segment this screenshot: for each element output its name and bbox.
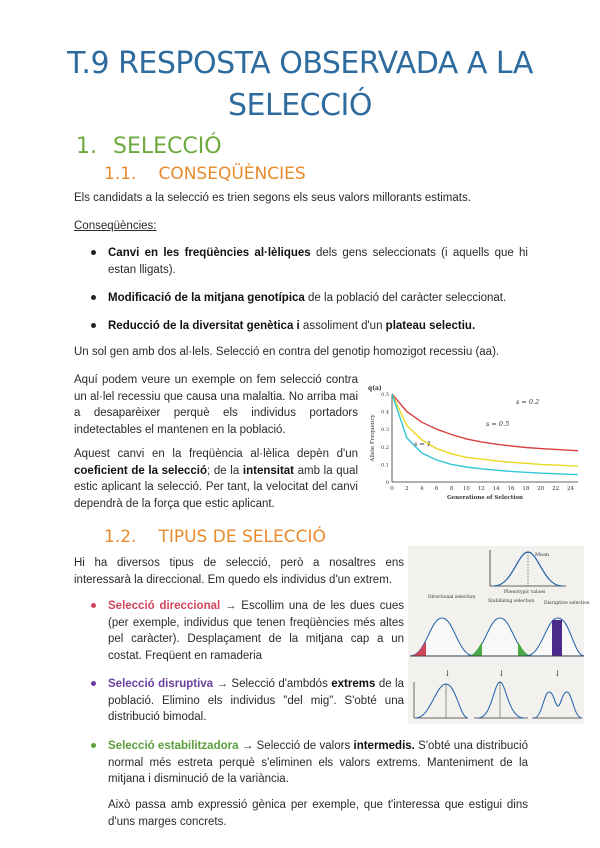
result-disruptive xyxy=(532,692,582,718)
bullet-dot-icon xyxy=(91,295,96,300)
intro-paragraph: Els candidats a la selecció es trien segons els seus valors millorants estimats. xyxy=(74,192,471,204)
text-run: ; de la xyxy=(207,464,243,477)
arrow-down-icon: ↓ xyxy=(444,669,451,678)
mean-label: Mean xyxy=(535,552,550,558)
x-tick-label: 2 xyxy=(405,486,409,492)
arrow-down-icon: ↓ xyxy=(554,669,561,678)
y-tick-label: 0 xyxy=(385,480,389,486)
x-tick-label: 24 xyxy=(567,486,575,492)
x-tick-label: 14 xyxy=(492,486,500,492)
section-heading xyxy=(76,134,222,159)
base-distribution xyxy=(490,550,566,595)
subsection-heading-2 xyxy=(104,527,326,547)
type-text-2: de la població. Elimino els individus "del mig". S'obté una distribució bimodal. xyxy=(108,678,404,723)
type-text-2: S'obté una distribució normal més estreta perquè s'eliminen els valors extrems. Manteniment de la mitjana i disminució de la variància. xyxy=(108,740,528,785)
x-tick-label: 18 xyxy=(522,486,530,492)
bullet-text: de la població del caràcter seleccionat. xyxy=(304,292,507,304)
x-tick-label: 12 xyxy=(477,486,485,492)
x-tick-label: 22 xyxy=(552,486,560,492)
bullet-item xyxy=(108,318,528,335)
arrow-down-icon: ↓ xyxy=(498,669,505,678)
y-tick-label: 0.3 xyxy=(381,427,389,434)
final-paragraph: Això passa amb expressió gènica per exemple, que t'interessa que estigui dins d'uns marges concrets. xyxy=(108,799,528,828)
bullet-dot-icon xyxy=(91,323,96,328)
selection-types-figure xyxy=(408,546,590,724)
x-tick-label: 0 xyxy=(390,486,394,492)
type-item-stabilizing xyxy=(108,738,528,788)
x-tick-label: 10 xyxy=(462,486,470,492)
bullet-item xyxy=(108,245,528,278)
type-bold: extrems xyxy=(331,678,376,690)
page-title: T.9 RESPOSTA OBSERVADA A LA xyxy=(67,46,533,81)
bullet-dot-icon xyxy=(91,603,96,608)
series-line-2 xyxy=(392,394,578,466)
label-stabilizing: Stabilizing selection xyxy=(488,599,535,604)
type-bold: intermedis. xyxy=(353,740,415,752)
bullet-item xyxy=(108,290,528,307)
label-disruptive: Disruptive selection xyxy=(544,601,590,606)
y-axis-label: Allele Frequency xyxy=(370,414,376,462)
bold-run: intensitat xyxy=(242,464,295,477)
selection-panel-directional xyxy=(410,618,474,656)
example-paragraph: Aquí podem veure un exemple on fem selecció contra un al·lel recessiu que causa una malaltia. No arriba mai a desaparèixer perquè els individus portadors indetectables el mantenen en la població. xyxy=(74,374,358,436)
bullet-dot-icon xyxy=(91,681,96,686)
bullet-bold: Reducció de la diversitat genètica i xyxy=(108,320,300,332)
subsection-heading-1 xyxy=(104,164,306,184)
bullet-bold-2: plateau selectiu. xyxy=(385,320,476,332)
x-tick-label: 20 xyxy=(537,486,545,492)
section-number: 1. xyxy=(76,134,97,159)
series-line-3 xyxy=(392,394,578,475)
phenotypic-axis-label: Phenotypic values xyxy=(504,590,546,595)
subsection-title: CONSEQÜÈNCIES xyxy=(158,164,306,184)
x-tick-label: 4 xyxy=(420,486,424,492)
bullet-dot-icon xyxy=(91,250,96,255)
text-run: amb la qual estic aplicant la selecció. Per tant, la velocitat del canvi dependrà de la força que estic aplicant. xyxy=(74,464,359,510)
x-tick-label: 6 xyxy=(434,486,439,492)
series-label: s = 1 xyxy=(414,440,432,448)
y-tick-label: 0.2 xyxy=(381,444,389,451)
type-name: Selecció estabilitzadora xyxy=(108,740,239,752)
bullet-bold: Canvi en les freqüències al·lèliques xyxy=(108,247,311,259)
text-run: Aquest canvi en la freqüència al·lèlica depèn d'un xyxy=(74,448,358,460)
selection-panel-disruptive xyxy=(526,618,584,656)
section-title: SELECCIÓ xyxy=(113,134,222,159)
y-tick-label: 0.5 xyxy=(381,392,389,398)
type-name: Selecció disruptiva xyxy=(108,678,214,690)
types-intro-paragraph: Hi ha diversos tipus de selecció, però a nosaltres ens interessarà la direccional. Em quedo els individus d'un extrem. xyxy=(74,557,404,586)
series-label: s = 0.5 xyxy=(486,420,510,428)
bullet-text: dels gens seleccionats (i aquells que hi estan lligats). xyxy=(108,247,528,276)
label-directional: Directional selection xyxy=(428,595,476,600)
type-name: Selecció direccional xyxy=(108,600,221,612)
y-tick-label: 0.1 xyxy=(381,462,389,469)
result-stabilizing xyxy=(474,682,528,718)
allele-frequency-chart xyxy=(366,380,586,508)
type-text: → Selecció de valors xyxy=(238,740,354,752)
consequences-label: Conseqüències: xyxy=(74,220,157,232)
x-tick-label: 16 xyxy=(507,486,515,492)
bullet-text: assoliment d'un xyxy=(299,320,386,332)
x-axis-label: Generations of Selection xyxy=(446,495,524,501)
subsection-title: TIPUS DE SELECCIÓ xyxy=(158,527,326,547)
subsection-number: 1.2. xyxy=(104,527,137,547)
type-text: → Selecció d'ambdós xyxy=(213,678,332,690)
type-text: → Escollim una de les dues cues (per exemple, individus que tenen freqüències més altes pel caràcter). Desplaçament de la mitjana cap a un costat. Freqüent en ramaderia xyxy=(108,600,404,662)
page-title-line2: SELECCIÓ xyxy=(227,88,373,123)
y-symbol: q(a) xyxy=(368,385,382,392)
bullet-bold: Modificació de la mitjana genotípica xyxy=(108,292,305,304)
series-label: s = 0.2 xyxy=(516,398,540,406)
result-directional xyxy=(414,682,468,718)
y-tick-label: 0.4 xyxy=(381,409,389,416)
type-item-directional xyxy=(108,598,404,664)
frequency-paragraph xyxy=(74,446,358,512)
subsection-number: 1.1. xyxy=(104,164,137,184)
bold-run: coeficient de la selecció xyxy=(74,464,208,477)
one-gene-paragraph: Un sol gen amb dos al·lels. Selecció en contra del genotip homozigot recessiu (aa). xyxy=(74,346,500,358)
bullet-dot-icon xyxy=(91,743,96,748)
x-tick-label: 8 xyxy=(449,486,454,492)
selection-panel-stabilizing xyxy=(468,618,532,656)
type-item-disruptive xyxy=(108,676,404,726)
